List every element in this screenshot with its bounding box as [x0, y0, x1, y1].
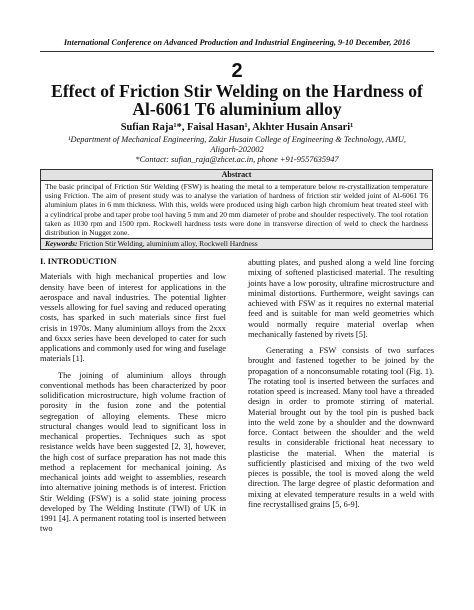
keywords-label: Keywords:	[45, 239, 78, 248]
right-column	[248, 258, 434, 510]
paper-title-line-2: Al-6061 T6 aluminium alloy	[132, 99, 342, 119]
abstract-text: The basic principal of Friction Stir Welding (FSW) is heating the metal to a temperature below re-crystallization temperature using Friction. The aim of present study was to analyse the variation of hardness of friction stir welded joint of Al-6061 T6 aluminium plates in 6 mm thickness. With this, welds were produced using high carbon high chromium heat treated steel with a cylindrical probe and taper probe tool having 5 mm and 20 mm diameter of probe and shoulder respectively. The tool rotation taken as 1030 rpm and 1500 rpm. Rockwell hardness tests were done in transverse direction of weld to check the hardness distribution in Nugget zone.	[41, 181, 432, 237]
section-heading-introduction: I. INTRODUCTION	[40, 256, 117, 266]
authors: Sufian Raja¹*, Faisal Hasan¹, Akhter Husain Ansari¹	[120, 122, 354, 133]
intro-paragraph-4: Generating a FSW consists of two surfaces brought and fastened together to be joined by the propagation of a nonconsumable rotating tool (Fig. 1). The rotating tool is inserted between the surfaces and rotation speed is increased. Many tool have a threaded design in order to promote stirring of material. Material brought out by the tool pin is pushed back into the weld zone by a shoulder and the downward force. Contact between the shoulder and the weld results in considerable frictional heat necessary to plasticise the material. When the material is sufficiently plasticised and mixing of the two weld pieces is possible, the tool is moved along the weld direction. The large degree of plastic deformation and mixing at elevated temperature results in a weld with fine recrystallised grains [5, 6-9].	[248, 346, 434, 509]
intro-paragraph-1: Materials with high mechanical properties and low density have been of interest for applications in the aerospace and naval industries. The potential lighter vessels allowing for fuel saving and reduced operating costs, has sparked in such materials since first fuel crisis in 1970s. Many aluminium alloys from the 2xxx and 6xxx series have been developed to cater for such applications and commonly used for wing and fuselage materials [1].	[40, 272, 226, 364]
keywords	[41, 238, 432, 249]
conference-header: International Conference on Advanced Production and Industrial Engineering, 9-10 December, 2016	[63, 38, 411, 47]
affiliation-line-1: ¹Department of Mechanical Engineering, Zakir Husain College of Engineering & Technology, AMU,	[68, 135, 406, 144]
intro-paragraph-2: The joining of aluminium alloys through conventional methods has been characterized by poor solidification microstructure, high volume fraction of porosity in the fusion zone and the potential segregation of alloying elements. These micro structural changes would lead to significant loss in mechanical properties. Techniques such as spot resistance welds have been suggested [2, 3], however, the high cost of surface preparation has not made this method a replacement for mechanical joining. As mechanical joints add weight to assemblies, research into alternative joining methods is of interest. Friction Stir Welding (FSW) is a solid state joining process developed by The Welding Institute (TWI) of UK in 1991 [4]. A permanent rotating tool is inserted between two	[40, 370, 226, 534]
abstract-heading: Abstract	[41, 170, 432, 181]
left-column	[40, 256, 226, 535]
paper-title-line-1: Effect of Friction Stir Welding on the Hardness of	[51, 81, 423, 101]
intro-paragraph-3: abutting plates, and pushed along a weld line forcing mixing of softened plasticised material. The resulting joints have a low porosity, ultrafine microstructure and minimal distortions. Furthermore, weight savings can achieved with FSW as it requires no external material feed and is suitable for man weld geometries which would normally require material overlap when mechanically fastened by rivets [5].	[248, 258, 434, 339]
abstract-box	[40, 169, 433, 250]
contact-info: *Contact: sufian_raja@zhcet.ac.in, phone +91-9557635947	[135, 155, 339, 164]
keywords-text: Friction Stir Welding, aluminium alloy, Rockwell Hardness	[77, 239, 258, 248]
paper-number: 2	[231, 60, 243, 82]
header-rule	[40, 51, 434, 52]
affiliation-line-2: Aligarh-202002	[210, 145, 264, 154]
